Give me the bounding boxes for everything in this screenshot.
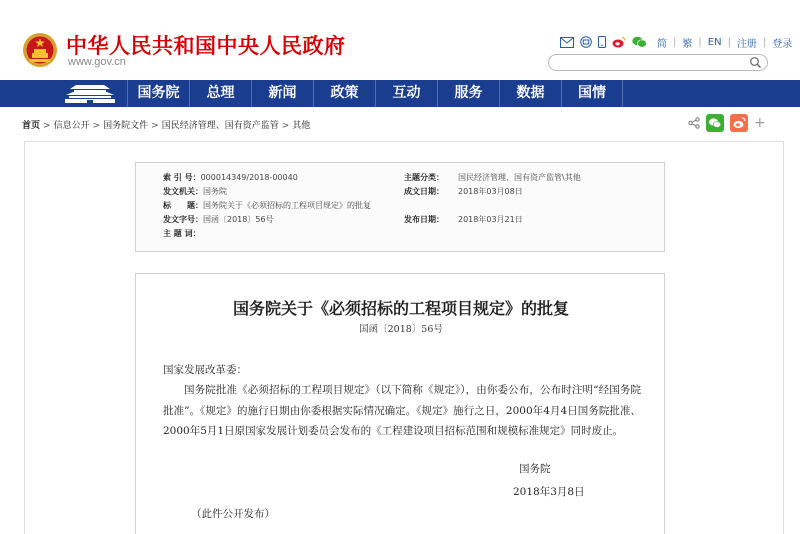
link-traditional[interactable]: 繁: [682, 38, 693, 50]
meta-publish-value: 2018年03月21日: [458, 215, 523, 224]
nav-items: [127, 80, 623, 107]
document-number: 国函〔2018〕56号: [359, 324, 443, 335]
meta-docno-row: [163, 213, 274, 227]
breadcrumb-item[interactable]: 其他: [292, 121, 311, 131]
national-emblem-icon: [22, 31, 58, 69]
document-metadata: [135, 162, 665, 252]
weibo-icon[interactable]: [612, 36, 626, 48]
meta-date-row: [404, 185, 523, 199]
weibo-share-icon[interactable]: [730, 114, 748, 132]
divider: |: [727, 36, 731, 48]
document-footnote: （此件公开发布）: [191, 508, 275, 520]
meta-docno-value: 国函〔2018〕56号: [203, 215, 274, 224]
meta-title-row: [163, 199, 371, 213]
breadcrumb-separator: >: [281, 121, 290, 131]
nav-item-state-council[interactable]: 国务院: [127, 80, 189, 107]
nav-item-premier[interactable]: 总理: [189, 80, 251, 107]
share-icon[interactable]: [688, 117, 700, 129]
wechat-share-icon[interactable]: [706, 114, 724, 132]
meta-index-row: [163, 171, 298, 185]
meta-index-value: 000014349/2018-00040: [200, 173, 298, 182]
site-header: [0, 0, 800, 80]
meta-subject-row: [163, 227, 201, 241]
share-bar: [688, 113, 772, 133]
search-input[interactable]: [548, 54, 768, 71]
meta-subject-label: 主 题 词：: [163, 229, 201, 238]
meta-title-value: 国务院关于《必须招标的工程项目规定》的批复: [203, 201, 371, 210]
nav-item-services[interactable]: 服务: [437, 80, 499, 107]
main-nav: [0, 80, 800, 107]
document-title: 国务院关于《必须招标的工程项目规定》的批复: [232, 299, 569, 318]
breadcrumb-home[interactable]: 首页: [22, 121, 41, 131]
mail-icon[interactable]: [560, 37, 574, 48]
breadcrumb: [22, 118, 310, 131]
meta-publish-row: [404, 213, 523, 227]
more-share-icon[interactable]: +: [754, 115, 766, 131]
nav-item-national-profile[interactable]: 国情: [561, 80, 623, 107]
site-name[interactable]: 中华人民共和国中央人民政府: [66, 34, 346, 58]
nav-item-policy[interactable]: 政策: [313, 80, 375, 107]
divider: |: [698, 36, 702, 48]
mobile-icon[interactable]: [598, 36, 606, 48]
search-icon[interactable]: [749, 56, 762, 69]
meta-date-label: 成文日期：: [404, 187, 444, 196]
site-url[interactable]: www.gov.cn: [68, 56, 126, 68]
nav-item-data[interactable]: 数据: [499, 80, 561, 107]
meta-issuer-label: 发文机关：: [163, 187, 203, 196]
meta-category-value: 国民经济管理、国有资产监管\其他: [458, 173, 581, 182]
document-date: 2018年3月8日: [513, 486, 585, 498]
divider: |: [673, 36, 677, 48]
nav-item-news[interactable]: 新闻: [251, 80, 313, 107]
meta-issuer-row: [163, 185, 227, 199]
nav-item-interaction[interactable]: 互动: [375, 80, 437, 107]
meta-publish-label: 发布日期：: [404, 215, 444, 224]
meta-index-label: 索 引 号：: [163, 173, 201, 182]
meta-date-value: 2018年03月08日: [458, 187, 523, 196]
document-paragraph: 国务院批准《必须招标的工程项目规定》（以下简称《规定》），由你委公布，公布时注明“经国务院批准”。《规定》的施行日期由你委根据实际情况确定。《规定》施行之日，2000年4月4日国务院批准、2000年5月1日原国家发展计划委员会发布的《工程建设项目招标范围和规模标准规定》同时废止。: [163, 384, 641, 437]
document-body: [135, 273, 665, 534]
link-login[interactable]: 登录: [772, 38, 793, 50]
breadcrumb-item[interactable]: 信息公开: [53, 121, 90, 131]
link-simplified[interactable]: 简: [657, 38, 667, 50]
breadcrumb-separator: >: [43, 121, 51, 131]
weibo-circle-icon[interactable]: [580, 36, 592, 48]
breadcrumb-item[interactable]: 国民经济管理、国有资产监管: [161, 121, 279, 131]
link-register[interactable]: 注册: [736, 38, 757, 50]
breadcrumb-item[interactable]: 国务院文件: [103, 121, 149, 131]
meta-title-label: 标 题：: [163, 201, 203, 210]
breadcrumb-separator: >: [92, 121, 101, 131]
meta-docno-label: 发文字号：: [163, 215, 203, 224]
wechat-icon[interactable]: [632, 36, 647, 48]
meta-category-row: [404, 171, 581, 185]
breadcrumb-separator: >: [151, 121, 159, 131]
document-issuer: 国务院: [519, 463, 551, 475]
link-english[interactable]: EN: [707, 36, 722, 48]
tiananmen-logo-icon[interactable]: [60, 82, 120, 105]
top-links: [560, 35, 796, 49]
meta-issuer-value: 国务院: [203, 187, 227, 196]
meta-category-label: 主题分类：: [404, 173, 444, 182]
divider: |: [762, 36, 767, 48]
document-addressee: 国家发展改革委：: [163, 364, 247, 376]
